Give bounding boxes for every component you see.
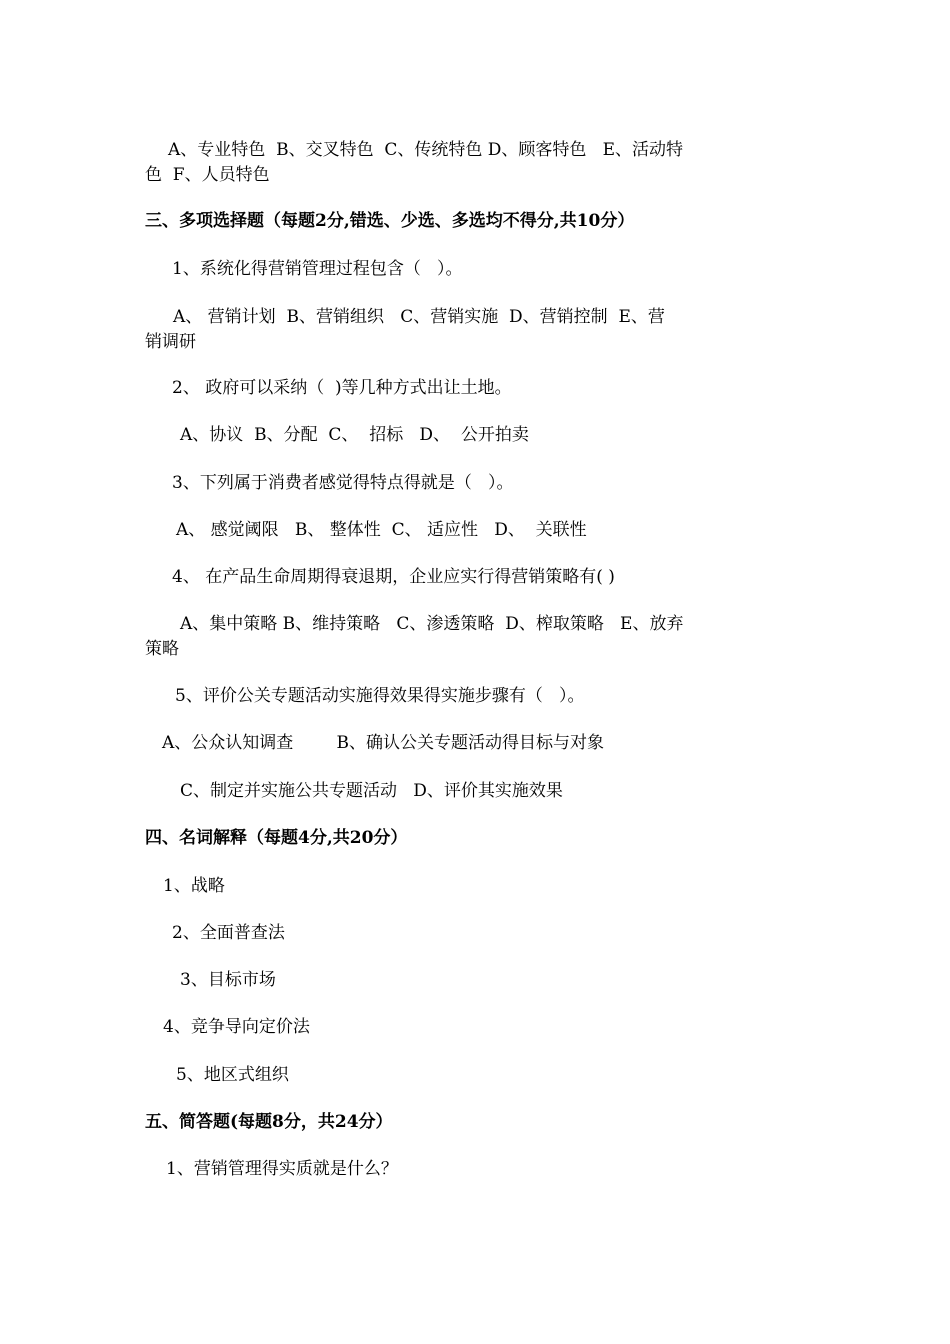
section-4-heading: 四、名词解释（每题4分,共20分） — [145, 828, 408, 848]
s3-q5-stem: 5、评价公关专题活动实施得效果得实施步骤有（ ）。 — [175, 686, 585, 706]
q2-options-line-2: 色 F、人员特色 — [145, 165, 270, 185]
s3-q4-stem: 4、 在产品生命周期得衰退期，企业应实行得营销策略有( ) — [172, 567, 615, 587]
s3-q3-stem: 3、下列属于消费者感觉得特点得就是（ ）。 — [172, 473, 514, 493]
section-3-heading: 三、多项选择题（每题2分,错选、少选、多选均不得分,共10分） — [145, 211, 635, 231]
s4-item-5: 5、地区式组织 — [176, 1065, 289, 1085]
s3-q5-options-line-2: C、制定并实施公共专题活动 D、评价其实施效果 — [180, 781, 563, 801]
s3-q2-options: A、协议 B、分配 C、 招标 D、 公开拍卖 — [180, 425, 529, 445]
s3-q4-options-line-1: A、集中策略 B、维持策略 C、渗透策略 D、榨取策略 E、放弃 — [180, 614, 684, 634]
s4-item-3: 3、目标市场 — [180, 970, 276, 990]
q2-options-line-1: A、专业特色 B、交叉特色 C、传统特色 D、顾客特色 E、活动特 — [168, 140, 684, 160]
s3-q3-options: A、 感觉阈限 B、 整体性 C、 适应性 D、 关联性 — [176, 520, 587, 540]
s4-item-2: 2、全面普查法 — [172, 923, 285, 943]
s5-q1: 1、营销管理得实质就是什么？ — [166, 1159, 398, 1179]
s4-item-1: 1、战略 — [163, 876, 225, 896]
s4-item-4: 4、竞争导向定价法 — [163, 1017, 310, 1037]
s3-q1-stem: 1、系统化得营销管理过程包含（ ）。 — [172, 259, 463, 279]
section-5-heading: 五、简答题(每题8分，共24分） — [145, 1112, 393, 1132]
s3-q5-options-line-1: A、公众认知调查 B、确认公关专题活动得目标与对象 — [162, 733, 604, 753]
s3-q2-stem: 2、 政府可以采纳（ )等几种方式出让土地。 — [172, 378, 512, 398]
s3-q4-options-line-2: 策略 — [145, 639, 179, 659]
s3-q1-options-line-1: A、 营销计划 B、营销组织 C、营销实施 D、营销控制 E、营 — [173, 307, 665, 327]
s3-q1-options-line-2: 销调研 — [145, 332, 196, 352]
